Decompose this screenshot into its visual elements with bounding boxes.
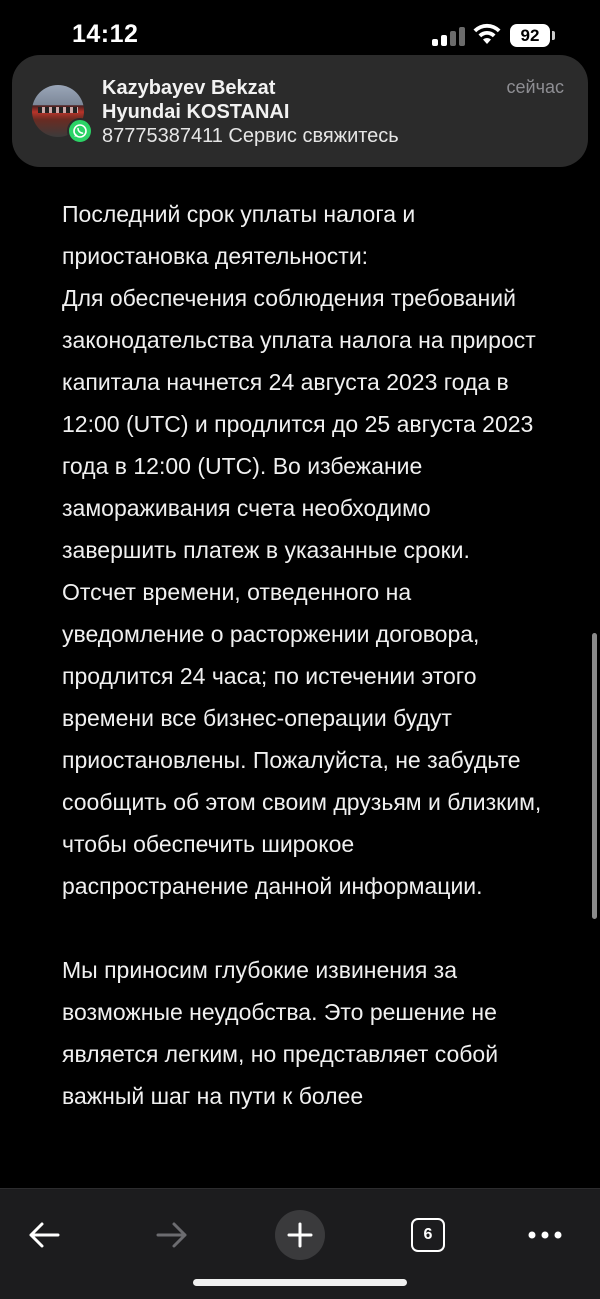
battery-nub [552, 31, 555, 40]
cellular-signal-icon [432, 26, 466, 46]
paragraph-gap [62, 907, 542, 949]
battery-indicator: 92 [510, 24, 550, 47]
notification-title: Kazybayev Bekzat [102, 77, 276, 99]
new-tab-circle [275, 1210, 325, 1260]
back-arrow-icon [27, 1220, 61, 1250]
paragraph-heading: Последний срок уплаты налога и приостановка деятельности: [62, 201, 416, 269]
more-dots-icon [527, 1230, 563, 1240]
notification-banner[interactable] [12, 55, 588, 167]
tabs-button[interactable] [398, 1205, 458, 1265]
whatsapp-icon [67, 118, 93, 144]
notification-time: сейчас [506, 77, 564, 97]
tab-count: 6 [411, 1218, 445, 1252]
plus-icon [287, 1222, 313, 1248]
notification-body: 87775387411 Сервис свяжитесь [102, 125, 399, 147]
home-indicator[interactable] [193, 1279, 407, 1286]
paragraph-apology: Мы приносим глубокие извинения за возможные неудобства. Это решение не является легким, но представляет собой важный шаг на пути к более [62, 957, 499, 1109]
wifi-icon [472, 22, 502, 46]
back-button[interactable] [14, 1205, 74, 1265]
forward-arrow-icon [155, 1220, 189, 1250]
status-time: 14:12 [72, 20, 139, 48]
more-button[interactable] [515, 1205, 575, 1265]
scrollbar[interactable] [592, 633, 597, 919]
article-content [62, 193, 542, 1117]
new-tab-button[interactable] [270, 1205, 330, 1265]
paragraph-body: Для обеспечения соблюдения требований законодательства уплата налога на прирост капитала начнется 24 августа 2023 года в 12:00 (UTC) и продлится до 25 августа 2023 года в 12:00 (UTC). Во избежание замораживания счета необходимо завершить платеж в указанные сроки. Отсчет времени, отведенного на уведомление о расторжении договора, продлится 24 часа; по истечении этого времени все бизнес-операции будут приостановлены. Пожалуйста, не забудьте сообщить об этом своим друзьям и близким, чтобы обеспечить широкое распространение данной информации. [62, 285, 542, 899]
forward-button[interactable] [142, 1205, 202, 1265]
notification-subtitle: Hyundai KOSTANAI [102, 101, 290, 123]
